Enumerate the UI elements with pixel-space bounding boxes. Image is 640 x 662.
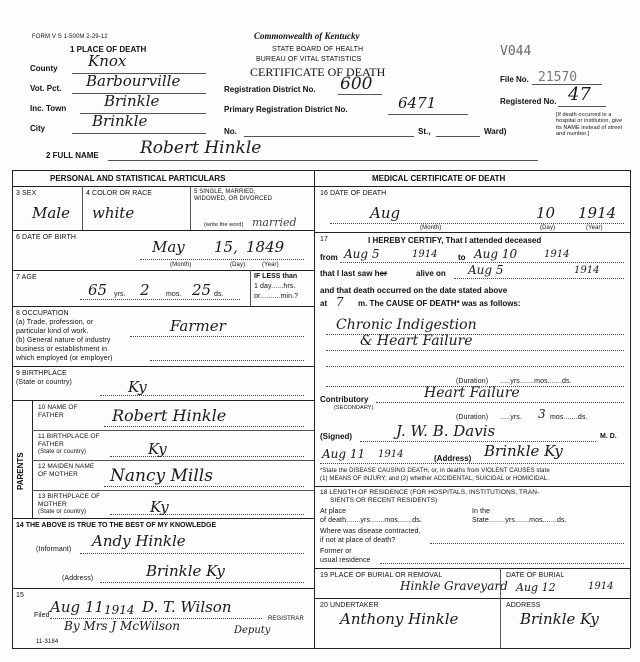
death-occurred-statement: and that death occurred on the date stated above — [320, 286, 508, 295]
attended-to-label: to — [458, 253, 466, 262]
residence-at-place: At place — [320, 508, 347, 515]
physician-address-label: (Address) — [434, 454, 472, 463]
filed-date: Aug 11 — [50, 598, 104, 616]
death-day: 10 — [536, 204, 556, 222]
filed-year: 1914 — [104, 603, 135, 617]
ward-label: Ward) — [484, 127, 507, 136]
informant-address-label: (Address) — [62, 575, 94, 582]
residence-length-sublabel: SIENTS OR RECENT RESIDENTS) — [330, 497, 438, 504]
signed-year: 1914 — [378, 449, 404, 460]
age-years: 65 — [88, 281, 108, 299]
county-value: Knox — [88, 52, 127, 70]
occupation-label: 8 OCCUPATION — [16, 310, 69, 317]
signed-date: Aug 11 — [322, 447, 366, 461]
birthplace-sublabel: (State or country) — [16, 379, 72, 386]
md-label: M. D. — [600, 433, 617, 440]
full-name-label: 2 FULL NAME — [46, 151, 99, 160]
contributory-duration-label: (Duration) — [456, 414, 489, 421]
father-birthplace-label: 11 BIRTHPLACE OF FATHER — [38, 433, 100, 448]
mother-birthplace-value: Ky — [150, 498, 169, 516]
contributory-sublabel: (SECONDARY) — [334, 405, 374, 411]
vot-pct-label: Vot. Pct. — [30, 84, 62, 93]
county-label: County — [30, 64, 58, 73]
occupation-trade-label: (a) Trade, profession, or — [16, 319, 94, 326]
age-days-caption: ds. — [214, 291, 224, 298]
burial-date-label: DATE OF BURIAL — [506, 572, 565, 579]
burial-year-value: 1914 — [588, 581, 614, 592]
filed-number: 15 — [16, 592, 24, 599]
dob-month: May — [152, 238, 185, 256]
less-than-minutes: or..........min.? — [254, 293, 299, 300]
mother-birthplace-label: 13 BIRTHPLACE OF MOTHER — [38, 493, 101, 508]
residence-length-label: 18 LENGTH OF RESIDENCE (FOR HOSPITALS, INSTITUTIONS, TRAN- — [320, 489, 540, 496]
color-label: 4 COLOR OR RACE — [86, 190, 153, 197]
undertaker-label: 20 UNDERTAKER — [320, 602, 379, 609]
age-months: 2 — [140, 281, 150, 299]
inc-town-label: Inc. Town — [30, 104, 67, 113]
mother-name-label: 12 MAIDEN NAME OF MOTHER — [38, 463, 95, 478]
deputy-signature: By Mrs J McWilson — [64, 619, 180, 633]
burial-date-value: Aug 12 — [516, 581, 556, 594]
attended-from-year: 1914 — [412, 249, 438, 260]
city-label: City — [30, 124, 46, 133]
certify-number: 17 — [320, 236, 328, 243]
establishment-label: business or establishment in — [16, 346, 108, 353]
sex-label: 3 SEX — [16, 190, 37, 197]
birthplace-value: Ky — [128, 378, 147, 396]
registered-number-label: Registered No. — [500, 97, 557, 106]
father-name-label: 10 NAME OF FATHER — [38, 404, 78, 419]
dob-month-caption: (Month) — [170, 262, 192, 268]
contributory-duration-years: .....yrs. — [500, 414, 522, 421]
occupation-work-label: particular kind of work. — [16, 328, 89, 335]
file-number-label: File No. — [500, 75, 529, 84]
primary-registration-value: 6471 — [398, 94, 437, 112]
age-months-caption: mos. — [166, 291, 182, 298]
attended-to-date: Aug 10 — [474, 247, 518, 261]
index-stamp: V044 — [500, 44, 532, 59]
marital-status-label: 5 SINGLE, MARRIED, WIDOWED, OR DIVORCED — [194, 189, 272, 202]
cause-of-death-secondary-line: & Heart Failure — [360, 333, 473, 349]
informant-address-value: Brinkle Ky — [146, 562, 225, 580]
age-years-caption: yrs. — [114, 291, 126, 298]
file-number-value: 21570 — [538, 70, 578, 85]
usual-residence-label: usual residence — [320, 557, 371, 564]
cause-footnote-line-1: *State the DISEASE CAUSING DEATH, or, in deaths from VIOLENT CAUSES state — [320, 468, 550, 474]
dob-day: 15, — [214, 238, 238, 256]
place-of-death-heading: 1 PLACE OF DEATH — [70, 45, 147, 54]
full-name-value: Robert Hinkle — [140, 138, 262, 158]
registration-district-label: Registration District No. — [224, 85, 316, 94]
registered-number-value: 47 — [568, 84, 591, 105]
bureau-name: BUREAU OF VITAL STATISTICS — [256, 56, 362, 63]
physician-signature: J. W. B. Davis — [396, 422, 496, 440]
dob-day-caption: (Day) — [230, 262, 246, 268]
mother-birthplace-sublabel: (State or country) — [38, 509, 87, 515]
sex-value: Male — [32, 204, 70, 222]
form-id: FORM V S 1-500M 2-29-12 — [32, 34, 108, 40]
death-year-caption: (Year) — [586, 225, 603, 231]
cause-of-death-statement: m. The CAUSE OF DEATH* was as follows: — [358, 299, 521, 308]
signed-label: (Signed) — [320, 432, 352, 441]
birthplace-label: 9 BIRTHPLACE — [16, 370, 67, 377]
race-value: white — [92, 204, 135, 222]
medical-certificate-heading: MEDICAL CERTIFICATE OF DEATH — [372, 174, 506, 183]
marital-status-sublabel: (write the word) — [204, 222, 244, 228]
residence-place-duration: of death.......yrs.......mos.......ds. — [320, 517, 422, 524]
father-birthplace-sublabel: (State or country) — [38, 449, 87, 455]
certificate-title: CERTIFICATE OF DEATH — [250, 65, 386, 79]
disease-contracted-sublabel: if not at place of death? — [320, 537, 396, 544]
certify-statement: I HEREBY CERTIFY, That I attended deceased — [368, 236, 542, 245]
undertaker-address-value: Brinkle Ky — [520, 610, 599, 628]
time-at-label: at — [320, 299, 328, 308]
dob-year: 1849 — [246, 238, 285, 256]
informant-label: (Informant) — [36, 546, 72, 553]
death-year: 1914 — [578, 204, 617, 222]
street-number-label: No. — [224, 127, 237, 136]
personal-particulars-heading: PERSONAL AND STATISTICAL PARTICULARS — [50, 174, 226, 183]
burial-place-label: 19 PLACE OF BURIAL OR REMOVAL — [320, 572, 443, 579]
burial-place-value: Hinkle Graveyard — [400, 579, 508, 593]
deputy-label: Deputy — [234, 625, 271, 636]
board-name: STATE BOARD OF HEALTH — [272, 46, 364, 53]
contributory-duration-rest: mos.......ds. — [550, 414, 588, 421]
registrar-label: REGISTRAR — [268, 616, 304, 622]
attended-to-year: 1914 — [544, 249, 570, 260]
parents-side-label: PARENTS — [16, 452, 25, 490]
last-saw-date: Aug 5 — [468, 263, 504, 277]
occupation-value: Farmer — [170, 317, 226, 335]
disease-contracted-label: Where was disease contracted, — [320, 528, 421, 535]
registrar-signature: D. T. Wilson — [142, 598, 232, 616]
duration-years: .....yrs.......mos.......ds. — [500, 378, 572, 385]
hospital-note: [If death occurred in a hospital or institution, give its NAME instead of street and number.] — [556, 112, 623, 137]
physician-address-value: Brinkle Ky — [484, 442, 563, 460]
less-than-hours: 1 day......hrs. — [254, 283, 296, 290]
vot-pct-value: Barbourville — [86, 72, 181, 90]
filed-label: Filed — [34, 612, 50, 619]
city-value: Brinkle — [92, 112, 148, 130]
contributory-duration-months: 3 — [538, 407, 546, 421]
informant-heading: 14 THE ABOVE IS TRUE TO THE BEST OF MY KNOWLEDGE — [16, 522, 217, 529]
last-saw-label: that I last saw her — [320, 269, 388, 278]
less-than-caption: IF LESS than — [254, 273, 298, 280]
age-label: 7 AGE — [16, 274, 37, 281]
undertaker-address-label: ADDRESS — [506, 602, 541, 609]
time-of-death: 7 — [336, 295, 344, 309]
date-of-death-label: 16 DATE OF DEATH — [320, 190, 387, 197]
alive-on-label: alive on — [416, 269, 446, 278]
death-month: Aug — [370, 204, 401, 222]
father-birthplace-value: Ky — [148, 440, 167, 458]
form-footer-code: 11-3184 — [36, 639, 59, 645]
industry-label: (b) General nature of industry — [16, 337, 111, 344]
death-day-caption: (Day) — [540, 225, 556, 231]
informant-value: Andy Hinkle — [92, 532, 186, 550]
residence-state-duration: State........yrs.......mos.......ds. — [472, 517, 567, 524]
inc-town-value: Brinkle — [104, 92, 160, 110]
contributory-label: Contributory — [320, 395, 369, 404]
employer-label: which employed (or employer) — [16, 355, 113, 362]
contributory-cause-value: Heart Failure — [424, 385, 520, 401]
mother-name-value: Nancy Mills — [110, 466, 213, 486]
attended-from-label: from — [320, 253, 338, 262]
registration-district-value: 600 — [340, 74, 373, 94]
dob-label: 6 DATE OF BIRTH — [16, 234, 76, 241]
marital-status-value: married — [252, 216, 297, 229]
cause-of-death-primary: Chronic Indigestion — [336, 317, 477, 333]
attended-from-date: Aug 5 — [344, 247, 380, 261]
primary-registration-label: Primary Registration District No. — [224, 105, 348, 114]
cause-footnote-line-2: (1) MEANS OF INJURY; and (2) whether ACCIDENTAL, SUICIDAL or HOMICIDAL. — [320, 476, 549, 482]
father-name-value: Robert Hinkle — [112, 406, 227, 425]
age-days: 25 — [192, 281, 212, 299]
death-month-caption: (Month) — [420, 225, 442, 231]
former-residence-label: Former or — [320, 548, 352, 555]
duration-label: (Duration) — [456, 378, 489, 385]
undertaker-value: Anthony Hinkle — [340, 610, 459, 628]
last-saw-year: 1914 — [574, 265, 600, 276]
agency-title: Commonwealth of Kentucky — [254, 31, 360, 41]
dob-year-caption: (Year) — [262, 262, 279, 268]
residence-in-state: In the — [472, 508, 491, 515]
street-label: St., — [418, 127, 431, 136]
